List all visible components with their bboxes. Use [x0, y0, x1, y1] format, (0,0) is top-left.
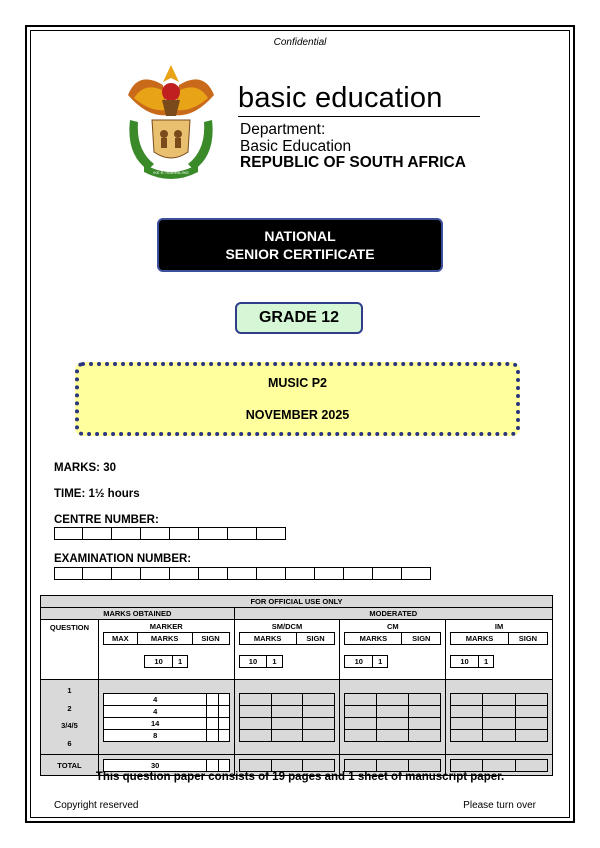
- cm-total-grid: [344, 759, 441, 772]
- marker-subtable: [103, 632, 230, 645]
- entry-cell[interactable]: [377, 729, 409, 741]
- entry-cell[interactable]: [271, 705, 303, 717]
- nsc-line2: SENIOR CERTIFICATE: [225, 246, 375, 262]
- entry-cell[interactable]: [303, 759, 335, 771]
- max-cell: 8: [103, 729, 207, 741]
- department-line2: Basic Education: [240, 138, 352, 155]
- centre-digit-box[interactable]: [141, 527, 170, 540]
- scale-one: 1: [172, 656, 187, 668]
- entry-cell[interactable]: [483, 759, 515, 771]
- entry-cell[interactable]: [239, 705, 271, 717]
- sign-cell[interactable]: [218, 693, 229, 705]
- entry-cell[interactable]: [377, 759, 409, 771]
- question-column: [41, 680, 99, 755]
- im-scale: [450, 655, 494, 668]
- max-cell: 4: [103, 693, 207, 705]
- brand-underline: [238, 116, 480, 117]
- time-label: TIME: 1½ hours: [54, 488, 140, 500]
- question-number: 6: [67, 738, 72, 748]
- marks-obtained-header: MARKS OBTAINED: [41, 608, 235, 620]
- marker-entries: [98, 680, 234, 755]
- cm-label: CM: [386, 622, 399, 631]
- scale-ten: 10: [451, 656, 479, 668]
- sign-cell[interactable]: [218, 717, 229, 729]
- cm-entries: [340, 680, 446, 755]
- scale-one: 1: [373, 656, 388, 668]
- cm-scale: [344, 655, 388, 668]
- smdcm-subtable: [239, 632, 336, 645]
- entry-cell[interactable]: [345, 705, 377, 717]
- entry-cell[interactable]: [271, 693, 303, 705]
- marks-cell[interactable]: [207, 729, 218, 741]
- centre-digit-box[interactable]: [199, 527, 228, 540]
- scale-one: 1: [478, 656, 493, 668]
- entry-cell[interactable]: [377, 705, 409, 717]
- centre-number-label: CENTRE NUMBER:: [54, 514, 159, 526]
- marker-scale: [144, 655, 188, 668]
- marks-cell[interactable]: [207, 693, 218, 705]
- official-use-table: [40, 595, 553, 776]
- department-line1: Department:: [240, 121, 326, 138]
- sign-header: SIGN: [296, 633, 335, 645]
- smdcm-label: SM/DCM: [271, 622, 303, 631]
- entry-cell[interactable]: [451, 729, 483, 741]
- entry-cell[interactable]: [239, 693, 271, 705]
- marker-block: [98, 620, 234, 680]
- exam-number-label: EXAMINATION NUMBER:: [54, 553, 192, 565]
- coat-of-arms-motto: !KE E: /XARRA //KE: [153, 170, 189, 175]
- entry-cell[interactable]: [345, 729, 377, 741]
- im-label: IM: [494, 622, 504, 631]
- footer-copyright: Copyright reserved: [54, 800, 139, 811]
- sign-cell[interactable]: [218, 729, 229, 741]
- sign-header: SIGN: [402, 633, 441, 645]
- marks-header: MARKS: [137, 633, 192, 645]
- entry-cell[interactable]: [239, 717, 271, 729]
- scale-one: 1: [267, 656, 282, 668]
- footer-turn-over: Please turn over: [463, 800, 536, 811]
- entry-cell[interactable]: [515, 759, 547, 771]
- exam-digit-box[interactable]: [315, 567, 344, 580]
- entry-cell[interactable]: [345, 693, 377, 705]
- exam-number-boxes: [54, 567, 431, 580]
- entry-cell[interactable]: [515, 729, 547, 741]
- question-number: 1: [67, 686, 72, 696]
- smdcm-total-grid: [239, 759, 336, 772]
- entry-cell[interactable]: [483, 729, 515, 741]
- entry-cell[interactable]: [345, 717, 377, 729]
- department-label: [240, 121, 351, 155]
- question-header: QUESTION: [41, 620, 99, 680]
- entry-cell[interactable]: [483, 717, 515, 729]
- entry-cell[interactable]: [409, 693, 441, 705]
- moderated-header: MODERATED: [234, 608, 552, 620]
- entry-cell[interactable]: [377, 717, 409, 729]
- smdcm-scale: [239, 655, 283, 668]
- exam-digit-box[interactable]: [170, 567, 199, 580]
- subject-box: [75, 362, 520, 436]
- exam-digit-box[interactable]: [402, 567, 431, 580]
- centre-digit-box[interactable]: [170, 527, 199, 540]
- marker-label: MARKER: [149, 622, 183, 631]
- question-number: 2: [67, 703, 72, 713]
- max-header: MAX: [103, 633, 137, 645]
- exam-digit-box[interactable]: [83, 567, 112, 580]
- coat-of-arms-logo: [118, 60, 224, 184]
- entry-cell[interactable]: [483, 693, 515, 705]
- smdcm-block: [234, 620, 340, 680]
- question-number: 3/4/5: [61, 721, 78, 731]
- exam-digit-box[interactable]: [54, 567, 83, 580]
- exam-digit-box[interactable]: [141, 567, 170, 580]
- entry-cell[interactable]: [409, 717, 441, 729]
- entry-cell[interactable]: [515, 717, 547, 729]
- cm-block: [340, 620, 446, 680]
- entry-cell[interactable]: [409, 705, 441, 717]
- centre-digit-box[interactable]: [54, 527, 83, 540]
- centre-digit-box[interactable]: [112, 527, 141, 540]
- entry-cell[interactable]: [409, 759, 441, 771]
- entry-cell[interactable]: [483, 705, 515, 717]
- im-entry-grid: [450, 693, 548, 742]
- centre-digit-box[interactable]: [257, 527, 286, 540]
- exam-digit-box[interactable]: [286, 567, 315, 580]
- marks-header: MARKS: [345, 633, 402, 645]
- entry-cell[interactable]: [451, 693, 483, 705]
- im-block: [446, 620, 553, 680]
- marks-label: MARKS: 30: [54, 462, 116, 474]
- exam-digit-box[interactable]: [112, 567, 141, 580]
- total-label: TOTAL: [41, 755, 99, 776]
- marks-header: MARKS: [239, 633, 296, 645]
- exam-digit-box[interactable]: [373, 567, 402, 580]
- entry-cell[interactable]: [271, 717, 303, 729]
- marks-header: MARKS: [451, 633, 509, 645]
- entry-cell[interactable]: [303, 693, 335, 705]
- paper-title: MUSIC P2: [267, 376, 328, 390]
- confidential-label: Confidential: [273, 37, 327, 48]
- country-label: REPUBLIC OF SOUTH AFRICA: [240, 154, 466, 171]
- total-sign-cell[interactable]: [218, 759, 229, 771]
- entry-cell[interactable]: [515, 693, 547, 705]
- grade-badge: GRADE 12: [235, 302, 363, 334]
- entry-cell[interactable]: [515, 705, 547, 717]
- entry-cell[interactable]: [271, 729, 303, 741]
- scale-ten: 10: [345, 656, 373, 668]
- im-total-grid: [450, 759, 548, 772]
- entry-cell[interactable]: [451, 705, 483, 717]
- marker-entry-grid: [103, 693, 230, 742]
- entry-cell[interactable]: [303, 705, 335, 717]
- nsc-line1: NATIONAL: [264, 228, 336, 244]
- total-max-cell: 30: [103, 759, 207, 771]
- entry-cell[interactable]: [451, 717, 483, 729]
- scale-ten: 10: [145, 656, 173, 668]
- marks-cell[interactable]: [207, 705, 218, 717]
- cm-entry-grid: [344, 693, 441, 742]
- total-marks-cell[interactable]: [207, 759, 218, 771]
- entry-cell[interactable]: [303, 717, 335, 729]
- centre-digit-box[interactable]: [83, 527, 112, 540]
- entry-cell[interactable]: [271, 759, 303, 771]
- nsc-banner: [157, 218, 443, 272]
- sign-cell[interactable]: [218, 705, 229, 717]
- centre-number-boxes: [54, 527, 286, 540]
- sign-header: SIGN: [508, 633, 547, 645]
- entry-cell[interactable]: [409, 729, 441, 741]
- exam-session: NOVEMBER 2025: [245, 408, 350, 422]
- page-count-statement: This question paper consists of 19 pages and 1 sheet of manuscript paper.: [95, 771, 505, 783]
- marker-total-grid: [103, 759, 230, 772]
- max-cell: 4: [103, 705, 207, 717]
- entry-cell[interactable]: [239, 759, 271, 771]
- entry-cell[interactable]: [345, 759, 377, 771]
- sign-header: SIGN: [192, 633, 229, 645]
- exam-digit-box[interactable]: [228, 567, 257, 580]
- centre-digit-box[interactable]: [228, 527, 257, 540]
- exam-digit-box[interactable]: [199, 567, 228, 580]
- entry-cell[interactable]: [239, 729, 271, 741]
- entry-cell[interactable]: [451, 759, 483, 771]
- smdcm-entry-grid: [239, 693, 336, 742]
- official-use-title: FOR OFFICIAL USE ONLY: [41, 596, 553, 608]
- exam-digit-box[interactable]: [344, 567, 373, 580]
- scale-ten: 10: [239, 656, 267, 668]
- exam-digit-box[interactable]: [257, 567, 286, 580]
- brand-name: basic education: [238, 82, 443, 114]
- max-cell: 14: [103, 717, 207, 729]
- marks-cell[interactable]: [207, 717, 218, 729]
- cm-subtable: [344, 632, 441, 645]
- im-entries: [446, 680, 553, 755]
- im-subtable: [450, 632, 548, 645]
- smdcm-entries: [234, 680, 340, 755]
- entry-cell[interactable]: [377, 693, 409, 705]
- entry-cell[interactable]: [303, 729, 335, 741]
